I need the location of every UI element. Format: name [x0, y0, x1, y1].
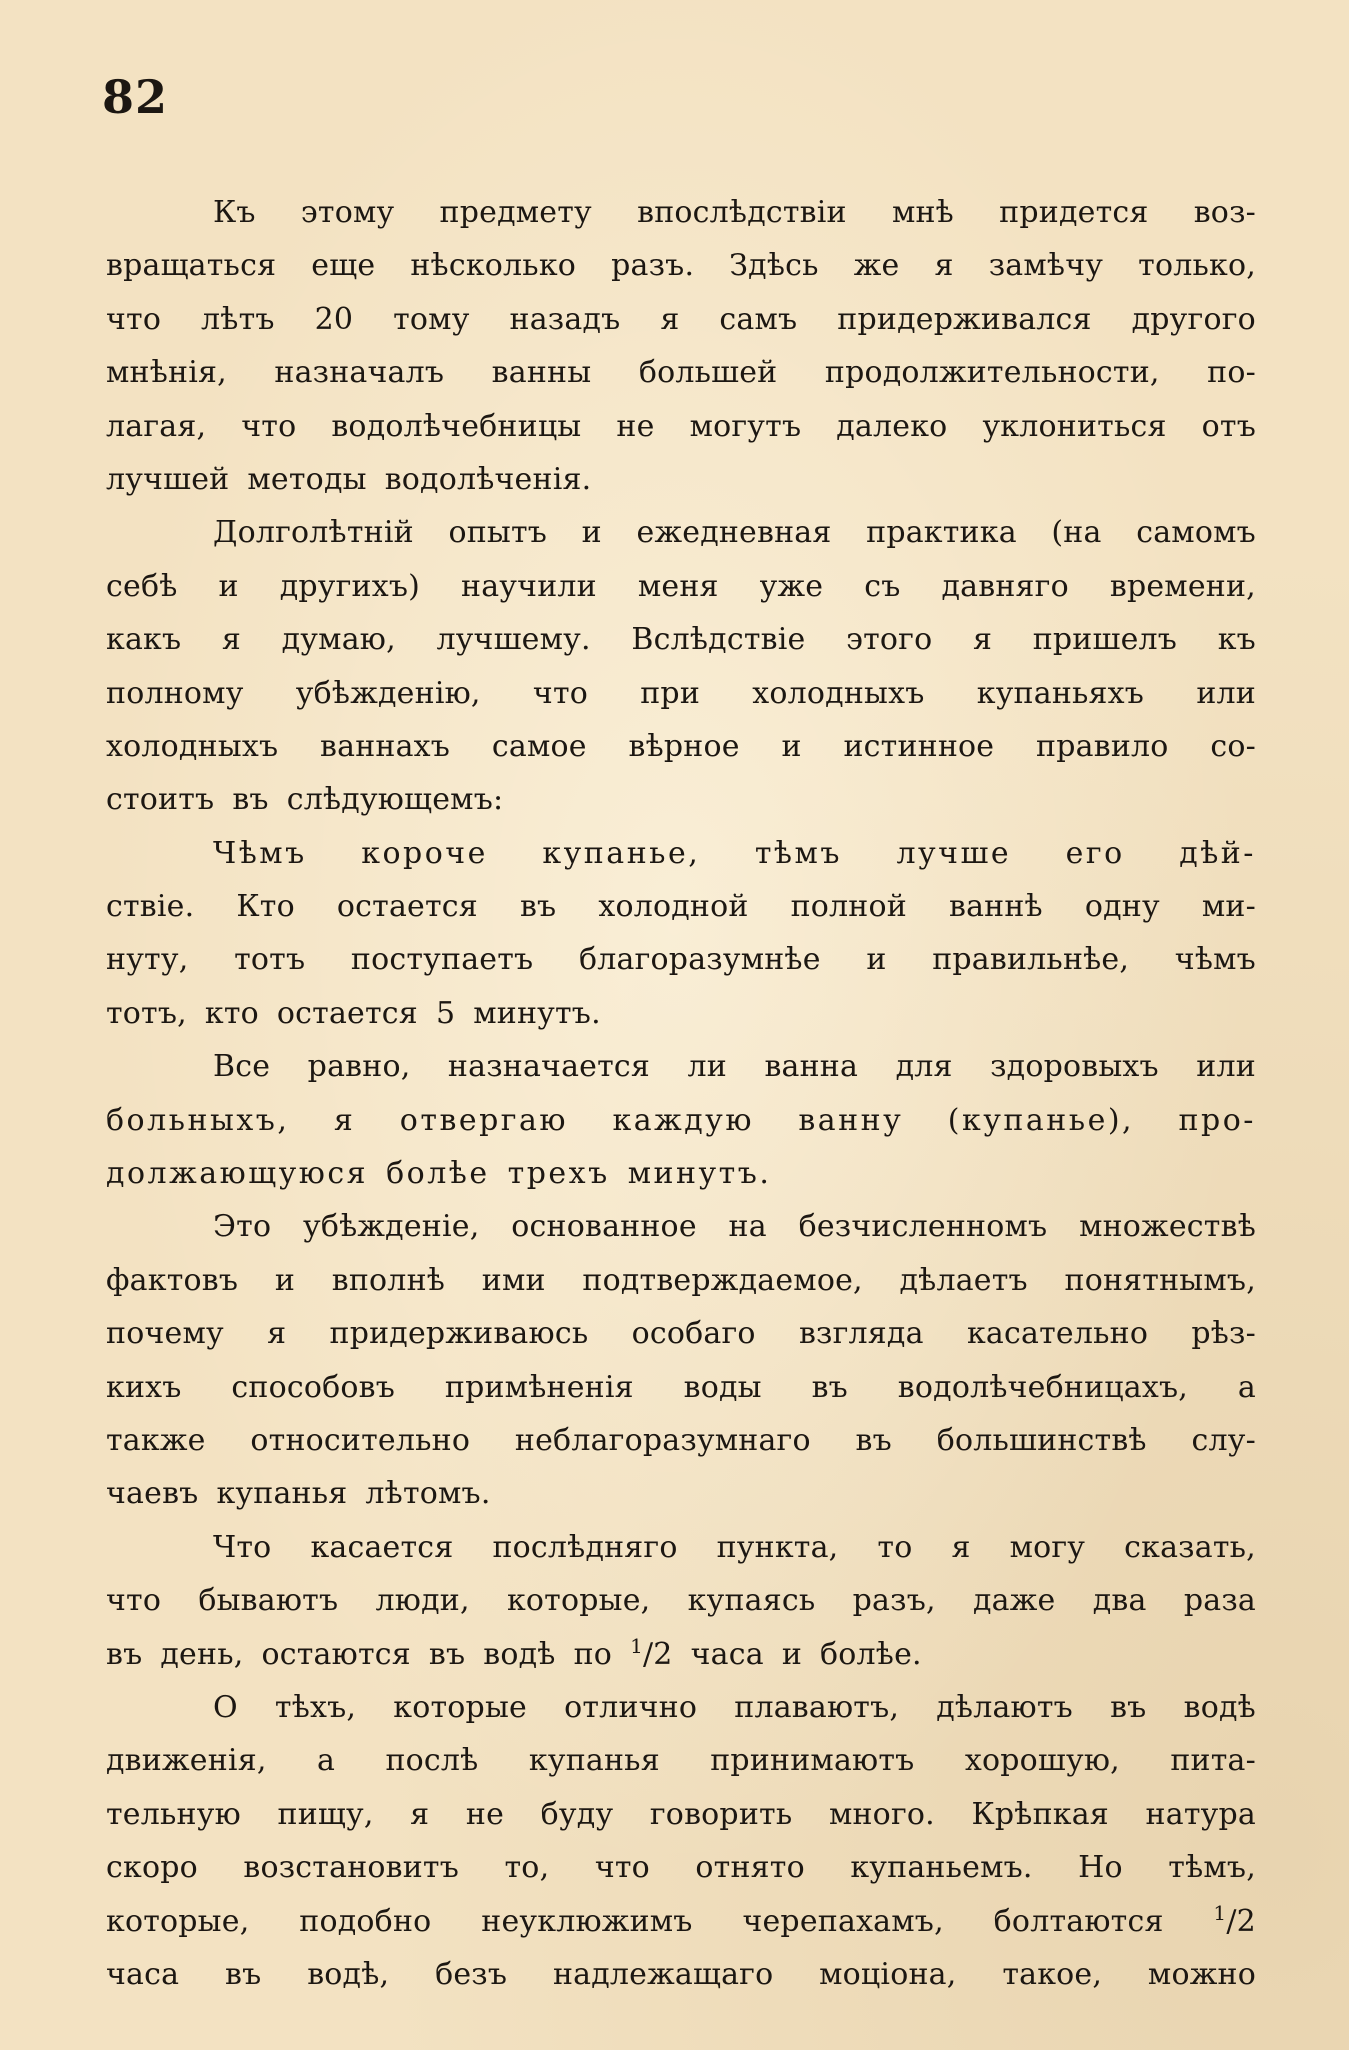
text-line: [106, 1734, 1256, 1787]
word: что: [532, 675, 588, 711]
word: неблагоразумнаго: [514, 1422, 811, 1458]
text-line: [106, 1200, 1256, 1253]
word: купанья: [528, 1743, 660, 1779]
word: и: [218, 568, 239, 604]
word: 20: [314, 301, 354, 337]
word: ствіе.: [106, 889, 195, 925]
word: самъ: [719, 301, 798, 337]
word: разъ,: [852, 1583, 936, 1619]
word: послѣ: [385, 1743, 479, 1779]
word: бываютъ: [198, 1583, 339, 1619]
word: къ: [1217, 622, 1256, 658]
word: и: [866, 942, 887, 978]
word: нуту,: [106, 942, 189, 978]
word: то: [877, 1529, 913, 1565]
word: научили: [461, 568, 597, 604]
word: вполнѣ: [331, 1262, 446, 1298]
word: благоразумнѣе: [579, 942, 821, 978]
word: вращаться: [106, 248, 277, 284]
text-line: [106, 667, 1256, 720]
word: Здѣсь: [729, 248, 819, 284]
word: моціона,: [819, 1956, 957, 1992]
word: я: [660, 301, 680, 337]
word: плаваютъ,: [734, 1689, 900, 1725]
word: я: [972, 622, 993, 658]
word: уклониться: [982, 408, 1167, 444]
word: Все: [213, 1049, 271, 1085]
word: а: [1237, 1369, 1256, 1405]
word: другого: [1131, 301, 1256, 337]
word: остается: [276, 995, 418, 1031]
word: часа: [690, 1636, 764, 1672]
word: (на: [1051, 515, 1102, 551]
word: отъ: [1201, 408, 1256, 444]
word: что: [106, 301, 162, 337]
text-line: [106, 453, 1256, 506]
text-line: [106, 400, 1256, 453]
word: или: [1196, 675, 1256, 711]
word: по: [573, 1636, 613, 1672]
word: люди,: [375, 1583, 470, 1619]
text-line: [106, 720, 1256, 773]
word: день,: [160, 1636, 244, 1672]
word: въ: [519, 889, 557, 925]
word: купанья: [216, 1476, 348, 1512]
word: тотъ: [234, 942, 306, 978]
word: въ: [232, 782, 269, 818]
word: назначалъ: [274, 355, 445, 391]
word: почему: [106, 1316, 224, 1352]
text-line: [106, 1040, 1256, 1093]
word: ежедневная: [636, 515, 832, 551]
word: тѣмъ: [754, 835, 842, 871]
word: также: [106, 1422, 206, 1458]
word: дѣй-: [1179, 835, 1256, 871]
word: минутъ.: [473, 995, 601, 1031]
word: ванны: [491, 355, 592, 391]
word: и: [781, 728, 802, 764]
word: скоро: [106, 1850, 198, 1886]
word: полному: [106, 675, 244, 711]
word: здоровыхъ: [990, 1049, 1159, 1085]
text-line: [106, 880, 1256, 933]
word: ими: [481, 1262, 546, 1298]
word: не: [465, 1796, 505, 1832]
word: ванну: [798, 1102, 904, 1138]
word: сказать,: [1124, 1529, 1256, 1565]
word: основанное: [511, 1209, 697, 1245]
text-line: [106, 506, 1256, 559]
word: въ: [225, 1956, 262, 1992]
word: при: [640, 675, 701, 711]
word: могу: [1009, 1529, 1086, 1565]
word: принимаютъ: [710, 1743, 915, 1779]
word: остается: [336, 889, 478, 925]
text-line: [106, 773, 1256, 826]
word: минутъ.: [627, 1156, 772, 1192]
word: хорошую,: [964, 1743, 1120, 1779]
word: Чѣмъ: [213, 835, 307, 871]
word: говорить: [649, 1796, 793, 1832]
word: надлежащаго: [552, 1956, 774, 1992]
word: Крѣпкая: [971, 1796, 1109, 1832]
word: натура: [1145, 1796, 1256, 1832]
word: множествѣ: [1079, 1209, 1256, 1245]
word: каждую: [612, 1102, 754, 1138]
word: тельную: [106, 1796, 241, 1832]
word: короче: [361, 835, 488, 871]
word: водѣ,: [307, 1956, 390, 1992]
word: купаясь: [687, 1583, 816, 1619]
word: 5: [435, 995, 456, 1031]
word: пищу,: [277, 1796, 374, 1832]
word: со-: [1210, 728, 1256, 764]
word: только,: [1138, 248, 1256, 284]
text-line: [106, 239, 1256, 292]
word: должающуюся: [106, 1156, 369, 1192]
word: тѣхъ,: [274, 1689, 357, 1725]
word: кто: [204, 995, 259, 1031]
word: и: [581, 515, 602, 551]
text-line: [106, 346, 1256, 399]
word: лучше: [896, 835, 1012, 871]
word: тотъ,: [106, 995, 187, 1031]
text-line: [106, 933, 1256, 986]
word: я: [934, 248, 954, 284]
word: равно,: [307, 1049, 411, 1085]
word: еще: [311, 248, 376, 284]
word: Но: [1078, 1850, 1123, 1886]
text-line: [106, 1948, 1256, 2001]
word: лучшему.: [436, 622, 591, 658]
word: водолѣчебницы: [331, 408, 582, 444]
word: Вслѣдствіе: [631, 622, 806, 658]
text-line: [106, 1521, 1256, 1574]
word: Что: [213, 1529, 272, 1565]
word: времени,: [1109, 568, 1256, 604]
word: рѣз-: [1191, 1316, 1256, 1352]
word: такое,: [1002, 1956, 1103, 1992]
word: лагая,: [106, 408, 207, 444]
word: правило: [1036, 728, 1169, 764]
text-line: [106, 293, 1256, 346]
word: ваннахъ: [320, 728, 451, 764]
word: разъ.: [611, 248, 695, 284]
word: возстановитъ: [243, 1850, 460, 1886]
word: стоитъ: [106, 782, 215, 818]
word: другихъ): [279, 568, 421, 604]
word: по-: [1207, 355, 1256, 391]
word: въ: [428, 1636, 466, 1672]
word: я: [221, 622, 242, 658]
word: слу-: [1191, 1422, 1256, 1458]
word: Къ: [213, 195, 256, 230]
word: въ: [1110, 1689, 1147, 1725]
word: относительно: [250, 1422, 471, 1458]
word: дѣлаютъ: [936, 1689, 1073, 1725]
word: послѣдняго: [492, 1529, 678, 1565]
word: неуклюжимъ: [481, 1903, 693, 1939]
word: мнѣ: [891, 195, 954, 230]
word: продолжительности,: [824, 355, 1160, 391]
word: себѣ: [106, 568, 178, 604]
word: (купанье),: [947, 1102, 1135, 1138]
word: давняго: [941, 568, 1069, 604]
word: О: [213, 1689, 238, 1725]
word: могутъ: [689, 408, 802, 444]
word: $^1$/2: [630, 1633, 673, 1672]
word: впослѣдствіи: [637, 195, 847, 230]
word: опытъ: [448, 515, 548, 551]
word: ваннѣ: [948, 889, 1043, 925]
word: уже: [759, 568, 824, 604]
word: лучшей: [106, 461, 230, 497]
word: истинное: [843, 728, 995, 764]
word: и: [781, 1636, 803, 1672]
word: я: [951, 1529, 971, 1565]
word: понятнымъ,: [1064, 1262, 1256, 1298]
text-line: [106, 1467, 1256, 1520]
word: примѣненія: [444, 1369, 634, 1405]
word: взгляда: [798, 1316, 924, 1352]
word: мнѣнія,: [106, 355, 227, 391]
word: какъ: [106, 622, 182, 658]
word: болтаются: [993, 1903, 1164, 1939]
word: и: [274, 1262, 296, 1298]
word: я: [333, 1102, 356, 1138]
word: пришелъ: [1032, 622, 1178, 658]
word: убѣжденію,: [295, 675, 481, 711]
word: отвергаю: [399, 1102, 569, 1138]
word: самомъ: [1136, 515, 1256, 551]
word: нѣсколько: [410, 248, 577, 284]
word: практика: [866, 515, 1017, 551]
word: въ: [855, 1422, 892, 1458]
text-line: [106, 1147, 1256, 1200]
word: пункта,: [716, 1529, 839, 1565]
word: Долголѣтній: [213, 515, 414, 551]
word: то,: [504, 1850, 550, 1886]
word: способовъ: [231, 1369, 396, 1405]
word: холодной: [598, 889, 749, 925]
word: что: [241, 408, 297, 444]
word: придерживался: [837, 301, 1092, 337]
word: касается: [310, 1529, 454, 1565]
word: ванна: [764, 1049, 859, 1085]
word: для: [895, 1049, 953, 1085]
word: которые,: [506, 1583, 651, 1619]
word: водѣ: [1183, 1689, 1256, 1725]
text-line: [106, 827, 1256, 880]
word: пита-: [1170, 1743, 1256, 1779]
word: въ: [811, 1369, 848, 1405]
word: водѣ: [483, 1636, 556, 1672]
word: слѣдующемъ:: [286, 782, 504, 818]
word: чаевъ: [106, 1476, 199, 1512]
word: $^1$/2: [1213, 1900, 1256, 1939]
word: болѣе.: [820, 1636, 922, 1672]
word: Это: [213, 1209, 272, 1245]
word: подтверждаемое,: [582, 1262, 863, 1298]
text-line: [106, 613, 1256, 666]
word: тому: [393, 301, 470, 337]
text-line: [106, 1574, 1256, 1627]
word: купаньемъ.: [850, 1850, 1033, 1886]
word: буду: [540, 1796, 614, 1832]
text-line: [106, 560, 1256, 613]
word: назадъ: [509, 301, 621, 337]
word: большинствѣ: [936, 1422, 1147, 1458]
word: больныхъ,: [106, 1102, 290, 1138]
word: отнято: [695, 1850, 805, 1886]
word: назначается: [447, 1049, 651, 1085]
body-text: [106, 186, 1256, 2001]
word: трехъ: [507, 1156, 610, 1192]
word: этого: [846, 622, 933, 658]
word: купаньяхъ: [976, 675, 1145, 711]
word: касательно: [966, 1316, 1149, 1352]
word: или: [1196, 1049, 1256, 1085]
word: съ: [864, 568, 901, 604]
word: одну: [1084, 889, 1160, 925]
text-line: [106, 1414, 1256, 1467]
page-number: 82: [102, 70, 169, 124]
word: остаются: [261, 1636, 411, 1672]
word: ли: [687, 1049, 727, 1085]
word: безчисленномъ: [798, 1209, 1048, 1245]
word: водолѣченія.: [384, 461, 592, 497]
word: убѣжденіе,: [302, 1209, 480, 1245]
word: даже: [972, 1583, 1056, 1619]
word: дѣлаетъ: [899, 1262, 1028, 1298]
word: болѣе: [386, 1156, 490, 1192]
word: придется: [999, 195, 1149, 230]
word: думаю,: [281, 622, 396, 658]
word: этому: [300, 195, 395, 230]
word: большей: [638, 355, 778, 391]
word: много.: [828, 1796, 935, 1832]
word: вѣрное: [628, 728, 740, 764]
text-line: [106, 1681, 1256, 1734]
word: безъ: [435, 1956, 508, 1992]
word: воз-: [1193, 195, 1256, 230]
word: самое: [491, 728, 587, 764]
word: часа: [106, 1956, 180, 1992]
word: особаго: [631, 1316, 756, 1352]
word: меня: [637, 568, 719, 604]
word: подобно: [299, 1903, 432, 1939]
word: лѣтъ: [201, 301, 275, 337]
word: чѣмъ: [1174, 942, 1256, 978]
text-line: [106, 987, 1256, 1040]
word: же: [853, 248, 900, 284]
word: далеко: [836, 408, 948, 444]
text-line: [106, 1361, 1256, 1414]
word: я: [410, 1796, 430, 1832]
word: кихъ: [106, 1369, 182, 1405]
word: замѣчу: [988, 248, 1104, 284]
word: движенія,: [106, 1743, 267, 1779]
word: его: [1065, 835, 1125, 871]
word: Кто: [236, 889, 295, 925]
word: водолѣчебницахъ,: [897, 1369, 1188, 1405]
word: можно: [1147, 1956, 1256, 1992]
word: которые: [393, 1689, 527, 1725]
word: раза: [1183, 1583, 1256, 1619]
text-line: [106, 1628, 1256, 1681]
word: лѣтомъ.: [365, 1476, 491, 1512]
word: воды: [683, 1369, 762, 1405]
word: полной: [790, 889, 907, 925]
word: а: [316, 1743, 336, 1779]
word: ми-: [1201, 889, 1256, 925]
word: что: [594, 1850, 650, 1886]
word: поступаетъ: [350, 942, 534, 978]
word: методы: [247, 461, 367, 497]
text-line: [106, 1841, 1256, 1894]
word: что: [106, 1583, 162, 1619]
text-line: [106, 1094, 1256, 1147]
word: про-: [1178, 1102, 1256, 1138]
word: черепахамъ,: [742, 1903, 944, 1939]
word: холодныхъ: [752, 675, 925, 711]
word: не: [616, 408, 655, 444]
word: на: [728, 1209, 767, 1245]
word: правильнѣе,: [932, 942, 1130, 978]
word: холодныхъ: [106, 728, 279, 764]
word: купанье,: [542, 835, 701, 871]
word: отлично: [564, 1689, 698, 1725]
word: тѣмъ,: [1168, 1850, 1256, 1886]
word: которые,: [106, 1903, 250, 1939]
word: два: [1092, 1583, 1147, 1619]
word: предмету: [439, 195, 592, 230]
text-line: [106, 1254, 1256, 1307]
word: въ: [106, 1636, 143, 1672]
text-line: [106, 186, 1256, 239]
text-line: [106, 1895, 1256, 1948]
word: придерживаюсь: [329, 1316, 589, 1352]
word: я: [267, 1316, 287, 1352]
text-line: [106, 1788, 1256, 1841]
text-line: [106, 1307, 1256, 1360]
word: фактовъ: [106, 1262, 239, 1298]
